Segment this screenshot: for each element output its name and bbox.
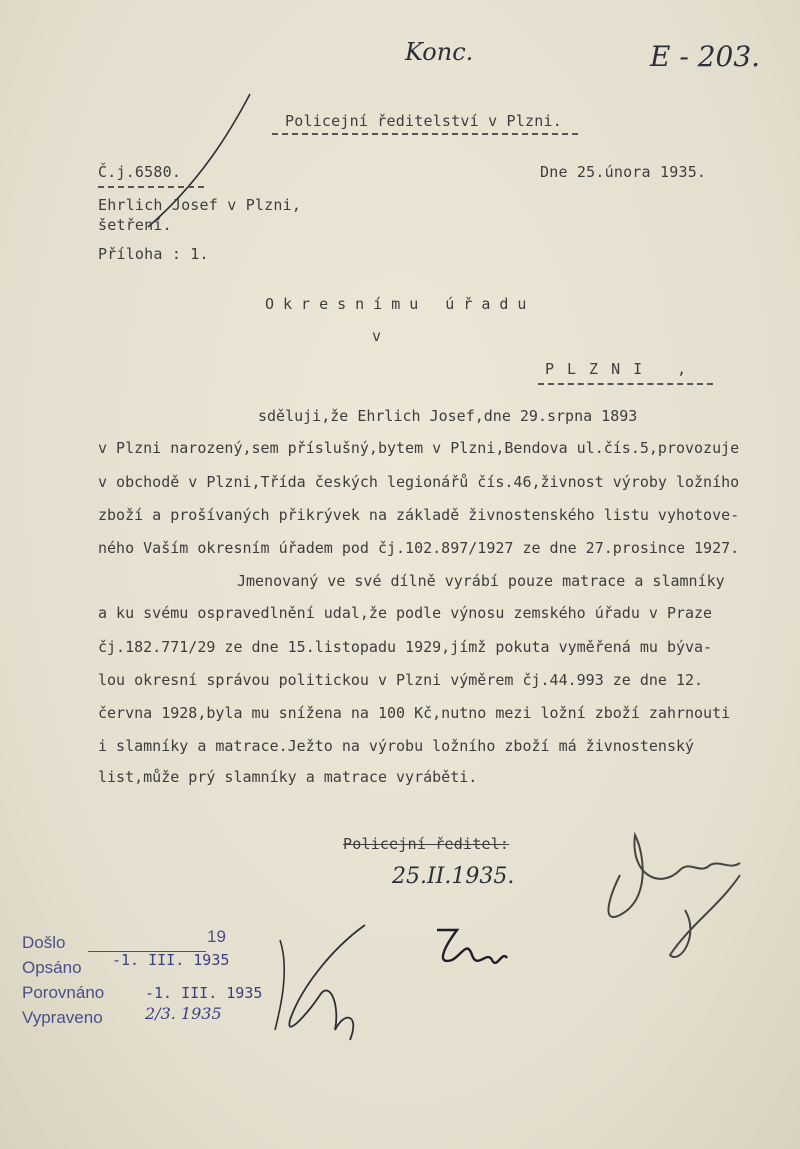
stamp-value-porovnano: -1. III. 1935 (145, 984, 263, 1002)
body-line-8: čj.182.771/29 ze dne 15.listopadu 1929,jímž pokuta vyměřená mu býva- (98, 638, 713, 656)
heading-underline (272, 133, 578, 135)
stamp-label-opsano: Opsáno (22, 958, 82, 977)
recipient-city: PLZNI , (545, 360, 700, 378)
subject-matter: šetření. (98, 216, 172, 234)
body-line-1: sděluji,že Ehrlich Josef,dne 29.srpna 1893 (258, 407, 638, 425)
annotation-konc: Konc. (405, 38, 474, 66)
recipient-office: Okresnímu úřadu (265, 295, 536, 313)
initials-signature (260, 920, 380, 1050)
reference-underline (98, 186, 204, 188)
body-line-12: list,může prý slamníky a matrace vyráběti. (98, 768, 478, 786)
stamp-value-vypraveno: 2/3. 1935 (145, 1004, 222, 1023)
attachment-count: Příloha : 1. (98, 245, 209, 263)
body-line-9: lou okresní správou politickou v Plzni výměrem čj.44.993 ze dne 12. (98, 671, 704, 689)
stamp-label-doslo: Došlo (22, 933, 66, 952)
body-line-2: v Plzni narozený,sem příslušný,bytem v Plzni,Bendova ul.čís.5,provozuje (98, 439, 740, 457)
reference-number: Č.j.6580. (98, 163, 182, 181)
annotation-file-number: E - 203. (650, 40, 761, 73)
body-line-7: a ku svému ospravedlnění udal,že podle výnosu zemského úřadu v Praze (98, 604, 713, 622)
body-line-10: června 1928,byla mu snížena na 100 Kč,nutno mezi ložní zboží zahrnouti (98, 704, 731, 722)
body-line-3: v obchodě v Plzni,Třída českých legionářů čís.46,živnost výroby ložního (98, 473, 740, 491)
body-line-5: ného Vaším okresním úřadem pod čj.102.897/1927 ze dne 27.prosince 1927. (98, 539, 740, 557)
director-signature (590, 815, 760, 965)
recipient-city-underline (538, 383, 713, 385)
body-line-11: i slamníky a matrace.Ježto na výrobu ložního zboží má živnostenský (98, 737, 695, 755)
signature-title: Policejní ředitel: (343, 835, 510, 853)
subject-name: Ehrlich Josef v Plzni, (98, 196, 302, 214)
clerk-signature (432, 920, 512, 980)
recipient-preposition: v (372, 327, 382, 345)
body-line-4: zboží a prošívaných přikrývek na základě živnostenského listu vyhotove- (98, 506, 740, 524)
body-line-6: Jmenovaný ve své dílně vyrábí pouze matrace a slamníky (237, 572, 725, 590)
stamp-value-opsano: -1. III. 1935 (112, 951, 230, 969)
signature-date: 25.II.1935. (392, 864, 515, 889)
authority-heading: Policejní ředitelství v Plzni. (285, 112, 562, 130)
document-date: Dne 25.února 1935. (540, 163, 707, 181)
stamp-label-porovnano: Porovnáno (22, 983, 105, 1002)
stamp-value-doslo: 19 (207, 927, 226, 946)
stamp-label-vypraveno: Vypraveno (22, 1008, 103, 1027)
